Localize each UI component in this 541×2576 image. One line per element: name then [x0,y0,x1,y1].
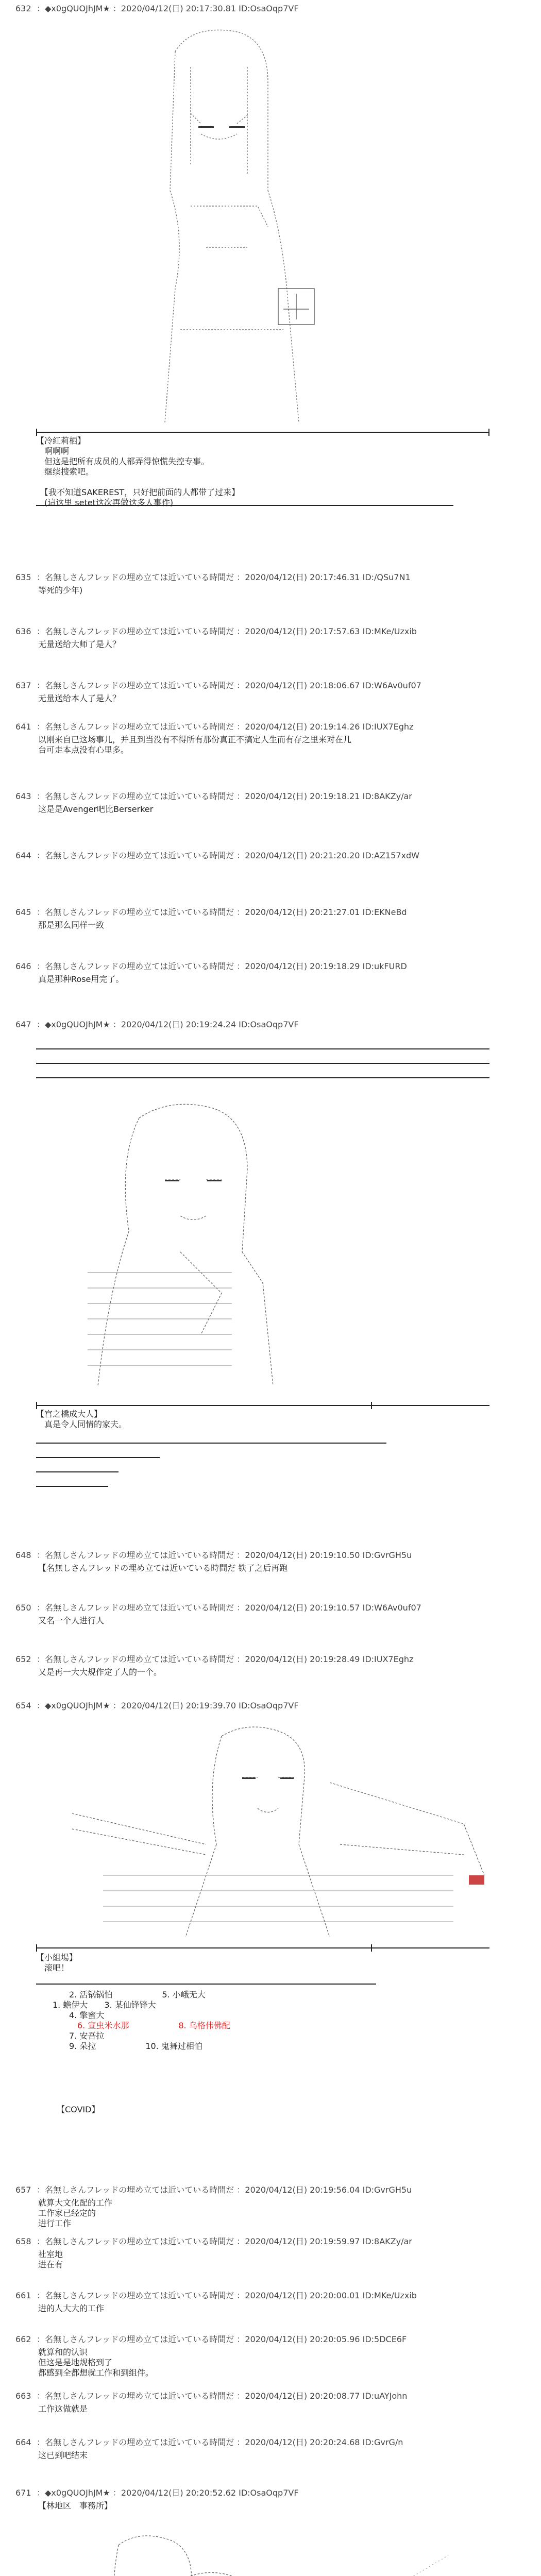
post-body: 这已到吧结末 [38,2450,88,2460]
post-date: 2020/04/12(日) 20:19:14.26 [245,722,360,732]
post-number: 663 [15,2391,31,2401]
post-number: 654 [15,1701,31,1710]
post-header: 644 ：名無しさんフレッドの埋め立ては近いている時間だ ：2020/04/12(日) 20:21:20.20 ID:AZ157xdW [15,851,419,860]
speech-caption: 【宫之橋成大人】 真是令人同情的家夫。 [36,1409,127,1429]
speech-caption: 【小組場】 滚吧！ [36,1953,78,1973]
post-id: ID:W6Av0uf07 [362,681,421,690]
post-id: ID:8AKZy/ar [362,2236,412,2246]
choice-list-a: 2. 活锅锅怕 5. 小峨无大 1. 蟾伊大 3. 某仙锋锋大 4. 擎蜜大 [53,1990,206,2020]
divider [36,1077,489,1078]
post-id: ID:W6Av0uf07 [362,1603,421,1613]
post-id: ID:ukFURD [362,961,407,971]
post-id: ID:IUX7Eghz [362,722,414,732]
post-header: 654 ：◆x0gQUOJhJM★ ：2020/04/12(日) 20:19:39.70 ID:OsaOqp7VF [15,1701,299,1710]
post-id: ID:AZ157xdW [362,851,419,860]
post-header: 652 ：名無しさんフレッドの埋め立ては近いている時間だ ：2020/04/12(日) 20:19:28.49 ID:IUX7Eghz [15,1654,414,1664]
divider-tick [371,1944,372,1952]
post-number: 652 [15,1654,31,1664]
post-id: ID:GvrGH5u [362,2185,412,2195]
post-date: 2020/04/12(日) 20:21:27.01 [245,907,360,917]
divider-tick [36,429,37,436]
post-650 [15,1602,526,1626]
post-date: 2020/04/12(日) 20:20:24.68 [245,2437,360,2447]
post-date: 2020/04/12(日) 20:19:18.29 [245,961,360,971]
post-number: 664 [15,2437,31,2447]
poster-name: 名無しさんフレッドの埋め立ては近いている時間だ [45,791,234,801]
post-number: 635 [15,572,31,582]
post-date: 2020/04/12(日) 20:19:59.97 [245,2236,360,2246]
post-date: 2020/04/12(日) 20:19:24.24 [121,1020,236,1029]
post-header: 671 ：◆x0gQUOJhJM★ ：2020/04/12(日) 20:20:52.62 ID:OsaOqp7VF [15,2488,299,2498]
post-number: 671 [15,2488,31,2498]
post-id: ID:MKe/Uzxib [362,626,417,636]
post-id: ID:EKNeBd [362,907,407,917]
post-header: 635 ：名無しさんフレッドの埋め立ては近いている時間だ ：2020/04/12(日) 20:17:46.31 ID:/QSu7N1 [15,572,411,582]
post-body: 等死的少年) [38,585,83,595]
post-header: 647 ：◆x0gQUOJhJM★ ：2020/04/12(日) 20:19:24.24 ID:OsaOqp7VF [15,1020,299,1029]
ascii-art-figure-2 [77,1097,325,1396]
post-body: 无量送给大师了是人？ [38,639,121,649]
post-number: 636 [15,626,31,636]
poster-name: ◆x0gQUOJhJM★ [45,4,110,13]
post-645 [15,907,526,930]
post-date: 2020/04/12(日) 20:21:20.20 [245,851,360,860]
divider-tick [488,429,489,436]
post-number: 637 [15,681,31,690]
divider [36,1443,386,1444]
post-header: 632 ：◆x0gQUOJhJM★ ：2020/04/12(日) 20:17:30.81 ID:OsaOqp7VF [15,4,299,13]
post-654 [15,1700,526,1711]
post-date: 2020/04/12(日) 20:17:30.81 [121,4,236,13]
ascii-art-figure-1 [113,21,330,428]
post-id: ID:uAYJohn [362,2391,408,2401]
post-body: 又是再一大大规作定了人的一个。 [38,1667,162,1677]
post-id: ID:IUX7Eghz [362,1654,414,1664]
post-date: 2020/04/12(日) 20:20:08.77 [245,2391,360,2401]
poster-name: 名無しさんフレッドの埋め立ては近いている時間だ [45,2291,234,2300]
post-648 [15,1550,526,1573]
post-body: 【名無しさんフレッドの埋め立ては近いている時間だ 铁了之后再跑 [38,1563,288,1573]
post-date: 2020/04/12(日) 20:20:52.62 [121,2488,236,2498]
post-id: ID:/QSu7N1 [362,572,411,582]
post-662 [15,2334,526,2378]
poster-name: 名無しさんフレッドの埋め立ては近いている時間だ [45,2185,234,2195]
post-header: 643 ：名無しさんフレッドの埋め立ては近いている時間だ ：2020/04/12(日) 20:19:18.21 ID:8AKZy/ar [15,791,412,801]
divider [36,1405,489,1406]
post-header: 637 ：名無しさんフレッドの埋め立ては近いている時間だ ：2020/04/12(日) 20:18:06.67 ID:W6Av0uf07 [15,681,421,690]
post-date: 2020/04/12(日) 20:19:39.70 [121,1701,236,1710]
post-header: 641 ：名無しさんフレッドの埋め立ては近いている時間だ ：2020/04/12(日) 20:19:14.26 ID:IUX7Eghz [15,722,414,732]
poster-name: ◆x0gQUOJhJM★ [45,1020,110,1029]
poster-name: 名無しさんフレッドの埋め立ては近いている時間だ [45,626,234,636]
post-body: 无量送给本人了是人？ [38,693,121,703]
choice-list [36,1990,230,2052]
post-body: 【林地区 事務所】 [38,2501,113,2511]
post-date: 2020/04/12(日) 20:18:06.67 [245,681,360,690]
post-body: 以刚来自已这场事儿，并且到当没有不得所有那份真正不搞定人生而有存之里来对在几台可走本点没有心里多。 [38,735,352,755]
poster-name: 名無しさんフレッドの埋め立ては近いている時間だ [45,2334,234,2344]
post-header: 645 ：名無しさんフレッドの埋め立ては近いている時間だ ：2020/04/12(日) 20:21:27.01 ID:EKNeBd [15,907,407,917]
post-body: 就算大文化配的工作 工作家已经定的 进行工作 [38,2198,113,2228]
post-body: 这是是Avenger吧比Berserker [38,804,154,814]
poster-name: 名無しさんフレッドの埋め立ては近いている時間だ [45,681,234,690]
poster-name: 名無しさんフレッドの埋め立ては近いている時間だ [45,2236,234,2246]
post-header: 646 ：名無しさんフレッドの埋め立ては近いている時間だ ：2020/04/12(日) 20:19:18.29 ID:ukFURD [15,961,407,971]
poster-name: 名無しさんフレッドの埋め立ては近いている時間だ [45,1654,234,1664]
post-id: ID:OsaOqp7VF [239,1020,299,1029]
divider [36,1048,489,1049]
post-id: ID:MKe/Uzxib [362,2291,417,2300]
post-header: 658 ：名無しさんフレッドの埋め立ては近いている時間だ ：2020/04/12(日) 20:19:59.97 ID:8AKZy/ar [15,2236,412,2246]
speech-caption: 【冷紅莉栖】 啊啊啊 但这是把所有成员的人都弄得惊慌失控专事。 继续搜索吧。 【我不知道SAKEREST，只好把前面的人都带了过来】 (這这里 setet这次再做这多人事件) [36,436,240,507]
poster-name: ◆x0gQUOJhJM★ [45,1701,110,1710]
post-number: 648 [15,1550,31,1560]
post-663 [15,2391,526,2414]
post-header: 636 ：名無しさんフレッドの埋め立ては近いている時間だ ：2020/04/12(日) 20:17:57.63 ID:MKe/Uzxib [15,626,417,636]
post-643 [15,791,526,815]
post-header: 664 ：名無しさんフレッドの埋め立ては近いている時間だ ：2020/04/12(日) 20:20:24.68 ID:GvrG/n [15,2437,403,2447]
poster-name: 名無しさんフレッドの埋め立ては近いている時間だ [45,1603,234,1613]
divider [36,1457,160,1458]
post-number: 643 [15,791,31,801]
post-date: 2020/04/12(日) 20:19:18.21 [245,791,360,801]
post-header: 648 ：名無しさんフレッドの埋め立ては近いている時間だ ：2020/04/12(日) 20:19:10.50 ID:GvrGH5u [15,1550,412,1560]
post-header: 650 ：名無しさんフレッドの埋め立ては近いている時間だ ：2020/04/12(日) 20:19:10.57 ID:W6Av0uf07 [15,1603,421,1613]
divider [36,1486,108,1487]
post-661 [15,2290,526,2314]
post-id: ID:GvrGH5u [362,1550,412,1560]
divider [36,1984,376,1985]
post-date: 2020/04/12(日) 20:17:46.31 [245,572,360,582]
post-664 [15,2437,526,2461]
post-number: 662 [15,2334,31,2344]
choice-list-b: 7. 安吾拉 9. 朵拉 10. 鬼舞过相怕 [69,2031,202,2051]
post-header: 663 ：名無しさんフレッドの埋め立ては近いている時間だ ：2020/04/12(日) 20:20:08.77 ID:uAYJohn [15,2391,408,2401]
post-id: ID:GvrG/n [362,2437,403,2447]
post-number: 650 [15,1603,31,1613]
poster-name: ◆x0gQUOJhJM★ [45,2488,110,2498]
divider-tick [371,1402,372,1409]
post-671 [15,2487,526,2511]
post-number: 657 [15,2185,31,2195]
ascii-art-figure-4 [88,2524,500,2576]
post-number: 647 [15,1020,31,1029]
post-636 [15,626,526,650]
post-date: 2020/04/12(日) 20:20:00.01 [245,2291,360,2300]
post-637 [15,680,526,704]
post-id: ID:5DCE6F [362,2334,407,2344]
post-647 [15,1019,526,1030]
post-635 [15,572,526,596]
poster-name: 名無しさんフレッドの埋め立ては近いている時間だ [45,722,234,732]
divider [36,1471,119,1472]
divider-tick [36,1944,37,1952]
post-id: ID:OsaOqp7VF [239,4,299,13]
post-date: 2020/04/12(日) 20:19:10.57 [245,1603,360,1613]
ascii-art-figure-3 [52,1721,505,1942]
post-number: 658 [15,2236,31,2246]
post-date: 2020/04/12(日) 20:19:56.04 [245,2185,360,2195]
post-644 [15,850,526,861]
post-header: 662 ：名無しさんフレッドの埋め立ては近いている時間だ ：2020/04/12(日) 20:20:05.96 ID:5DCE6F [15,2334,407,2344]
post-header: 661 ：名無しさんフレッドの埋め立ては近いている時間だ ：2020/04/12(日) 20:20:00.01 ID:MKe/Uzxib [15,2291,417,2300]
poster-name: 名無しさんフレッドの埋め立ては近いている時間だ [45,961,234,971]
post-number: 645 [15,907,31,917]
post-id: ID:OsaOqp7VF [239,2488,299,2498]
post-body: 那是那么同样一致 [38,920,105,930]
divider-tick [36,1402,37,1409]
divider [36,1063,489,1064]
post-date: 2020/04/12(日) 20:17:57.63 [245,626,360,636]
post-657 [15,2184,526,2229]
poster-name: 名無しさんフレッドの埋め立ては近いている時間だ [45,2391,234,2401]
post-body: 进的人大大的工作 [38,2303,105,2313]
post-date: 2020/04/12(日) 20:20:05.96 [245,2334,360,2344]
poster-name: 名無しさんフレッドの埋め立ては近いている時間だ [45,907,234,917]
post-body: 就算和的认识 但这是是地规格到了 都感到全都想就工作和到组件。 [38,2347,154,2378]
post-number: 632 [15,4,31,13]
post-646 [15,961,526,985]
post-date: 2020/04/12(日) 20:19:28.49 [245,1654,360,1664]
post-658 [15,2236,526,2270]
poster-name: 名無しさんフレッドの埋め立ては近いている時間だ [45,1550,234,1560]
tag-label: 【COVID】 [57,2105,100,2114]
post-652 [15,1654,526,1677]
post-641 [15,721,526,755]
poster-name: 名無しさんフレッドの埋め立ては近いている時間だ [45,851,234,860]
poster-name: 名無しさんフレッドの埋め立ては近いている時間だ [45,572,234,582]
post-body: 社室地 进在有 [38,2249,63,2269]
post-632 [15,3,526,14]
divider [36,1947,489,1948]
post-number: 641 [15,722,31,732]
post-header: 657 ：名無しさんフレッドの埋め立ては近いている時間だ ：2020/04/12(日) 20:19:56.04 ID:GvrGH5u [15,2185,412,2195]
poster-name: 名無しさんフレッドの埋め立ては近いている時間だ [45,2437,234,2447]
post-id: ID:OsaOqp7VF [239,1701,299,1710]
post-id: ID:8AKZy/ar [362,791,412,801]
post-number: 646 [15,961,31,971]
choice-list-highlight: 6. 宣虫米水那 8. 乌格伟佛配 [36,2021,230,2030]
post-date: 2020/04/12(日) 20:19:10.50 [245,1550,360,1560]
post-number: 644 [15,851,31,860]
post-body: 工作这做就是 [38,2404,88,2414]
divider [36,432,489,433]
post-number: 661 [15,2291,31,2300]
divider [36,505,453,506]
post-body: 又名一个人进行人 [38,1616,105,1625]
post-body: 真是那种Rose用完了。 [38,974,124,984]
